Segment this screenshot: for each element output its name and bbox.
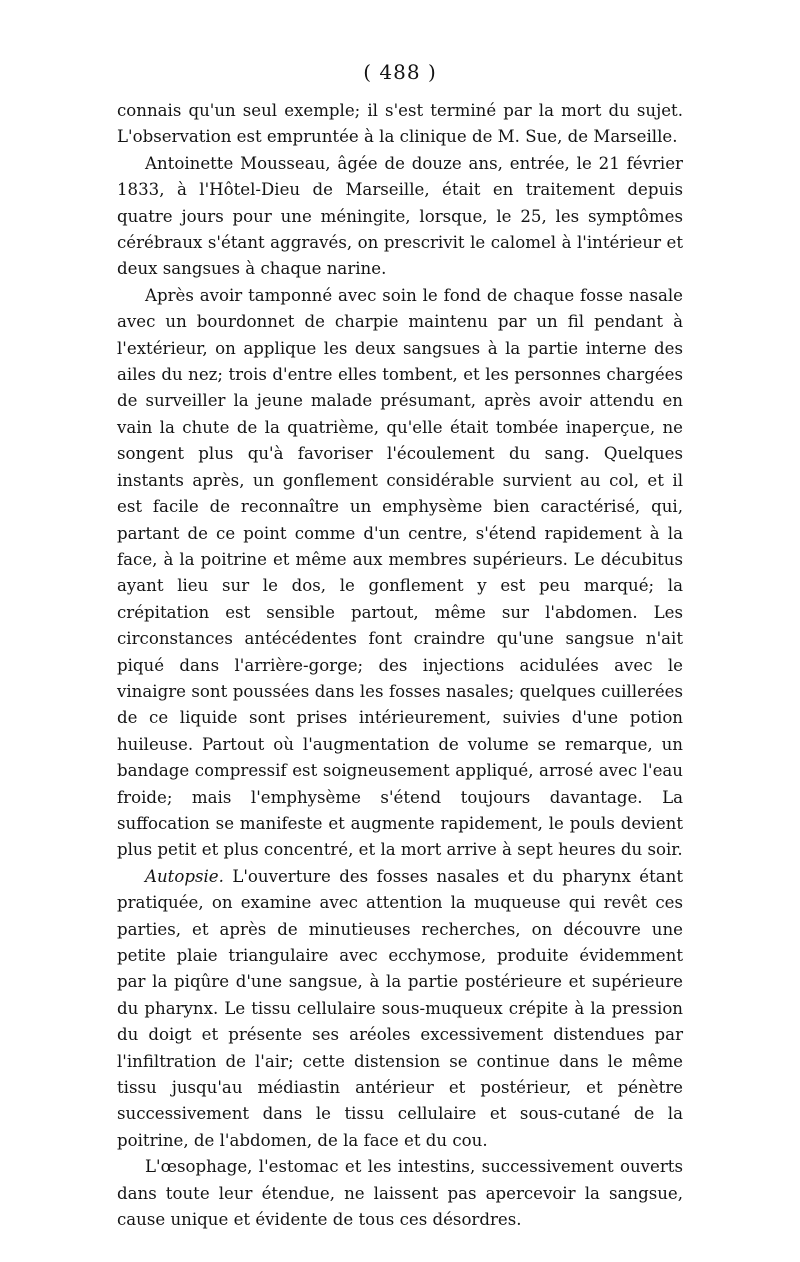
paragraph-4-body: L'ouverture des fosses nasales et du pharynx étant pratiquée, on examine avec attention la muqueuse qui revêt ces parties, et après de minutieuses recherches, on découvre une petite plaie triangulaire avec ecchymose, produite évidemment par la piqûre d'une sangsue, à la partie postérieure et supérieure du pharynx. Le tissu cellulaire sous-muqueux crépite à la pression du doigt et présente ses aréoles excessivement distendues par l'infiltration de l'air; cette distension se continue dans le même tissu jusqu'au médiastin antérieur et postérieur, et pénètre successivement dans le tissu cellulaire et sous-cutané de la poitrine, de l'abdomen, de la face et du cou. — [117, 866, 683, 1150]
paragraph-4 — [117, 864, 683, 1154]
paragraph-5: L'œsophage, l'estomac et les intestins, successivement ouverts dans toute leur étendue, ne laissent pas apercevoir la sangsue, cause unique et évidente de tous ces désordres. — [117, 1157, 683, 1230]
paragraph-1: connais qu'un seul exemple; il s'est terminé par la mort du sujet. L'observation est empruntée à la clinique de M. Sue, de Marseille. — [117, 101, 683, 147]
page-number: ( 488 ) — [363, 60, 437, 84]
paragraph-2: Antoinette Mousseau, âgée de douze ans, entrée, le 21 février 1833, à l'Hôtel-Dieu de Marseille, était en traitement depuis quatre jours pour une méningite, lorsque, le 25, les symptômes cérébraux s'étant aggravés, on prescrivit le calomel à l'intérieur et deux sangsues à chaque narine. — [117, 153, 683, 279]
body-text — [117, 98, 683, 1233]
autopsie-heading: Autopsie. — [145, 866, 224, 886]
paragraph-3: Après avoir tamponné avec soin le fond de chaque fosse nasale avec un bourdonnet de charpie maintenu par un fil pendant à l'extérieur, on applique les deux sangsues à la partie interne des ailes du nez; trois d'entre elles tombent, et les personnes chargées de surveiller la jeune malade présumant, après avoir attendu en vain la chute de la quatrième, qu'elle était tombée inaperçue, ne songent plus qu'à favoriser l'écoulement du sang. Quelques instants après, un gonflement considérable survient au col, et il est facile de reconnaître un emphysème bien caractérisé, qui, partant de ce point comme d'un centre, s'étend rapidement à la face, à la poitrine et même aux membres supérieurs. Le décubitus ayant lieu sur le dos, le gonflement y est peu marqué; la crépitation est sensible partout, même sur l'abdomen. Les circonstances antécédentes font craindre qu'une sangsue n'ait piqué dans l'arrière-gorge; des injections acidulées avec le vinaigre sont poussées dans les fosses nasales; quelques cuillerées de ce liquide sont prises intérieurement, suivies d'une potion huileuse. Partout où l'augmentation de volume se remarque, un bandage compressif est soigneusement appliqué, arrosé avec l'eau froide; mais l'emphysème s'étend toujours davantage. La suffocation se manifeste et augmente rapidement, le pouls devient plus petit et plus concentré, et la mort arrive à sept heures du soir. — [117, 285, 683, 860]
